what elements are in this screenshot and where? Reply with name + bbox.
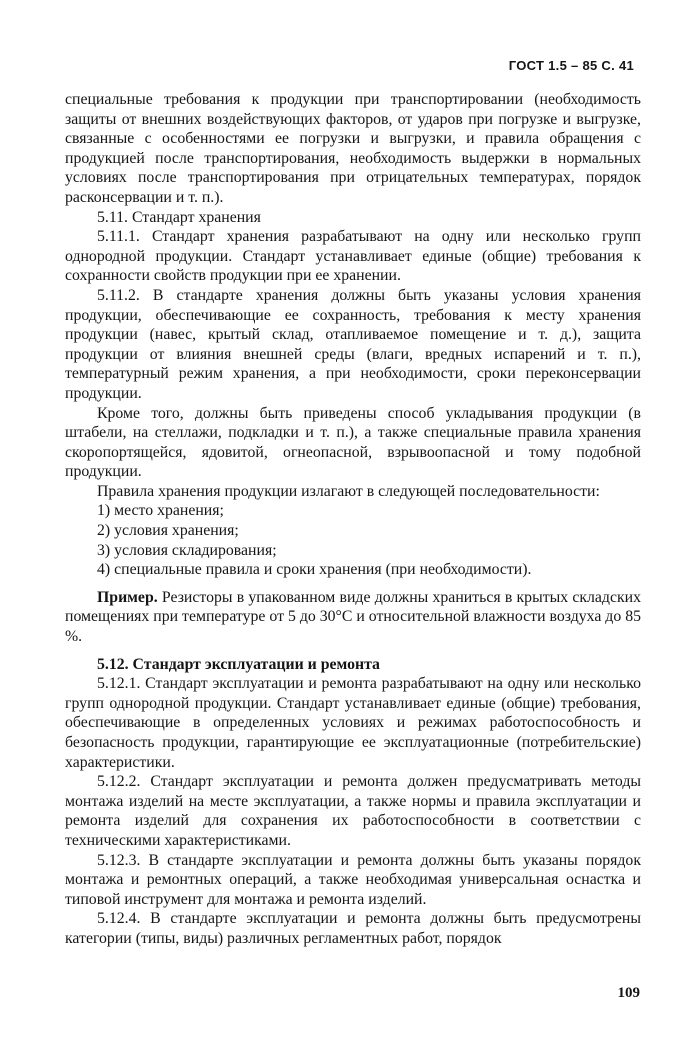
paragraph-transport-continuation: специальные требования к продукции при транспортировании (необходимость защиты от внешних воздействующих факторов, от ударов при погрузке и выгрузке, связанные с особенностями ее погрузки и выгрузки, и правила обращения с продукцией после транспортирования, необходимость выдержки в нормальных условиях после транспортирования при отрицательных температурах, порядок расконсервации и т. п.). (65, 91, 641, 206)
example-label: Пример. (97, 588, 158, 606)
paragraph-5-12-4: 5.12.4. В стандарте эксплуатации и ремонта должны быть предусмотрены категории (типы, виды) различных регламентных работ, порядок (65, 910, 641, 947)
paragraph-5-12-3: 5.12.3. В стандарте эксплуатации и ремонта должны быть указаны порядок монтажа и ремонтных операций, а также необходимая универсальная оснастка и типовой инструмент для монтажа и ремонта изделий. (65, 851, 641, 908)
list-item: 2) условия хранения; (97, 522, 239, 540)
example-text: Резисторы в упакованном виде должны храниться в крытых складских помещениях при температуре от 5 до 30°С и относительной влажности воздуха до 85 %. (65, 588, 641, 646)
paragraph-storage-order: Правила хранения продукции излагают в следующей последовательности: (97, 482, 600, 500)
document-body (65, 90, 641, 949)
example-paragraph (65, 588, 641, 647)
paragraph-5-11-2: 5.11.2. В стандарте хранения должны быть указаны условия хранения продукции, обеспечивающие ее сохранность, требования к месту хранения продукции (навес, крытый склад, отапливаемое помещение и т. д.), защита продукции от влияния внешней среды (влаги, вредных испарений и т. п.), температурный режим хранения, а при необходимости, сроки переконсервации продукции. (65, 286, 641, 402)
paragraph-storage-methods: Кроме того, должны быть приведены способ укладывания продукции (в штабели, на стеллажи, подкладки и т. п.), а также специальные правила хранения скоропортящейся, ядовитой, огнеопасной, взрывоопасной и тому подобной продукции. (65, 404, 641, 481)
paragraph-5-11-1: 5.11.1. Стандарт хранения разрабатывают на одну или несколько групп однородной продукции. Стандарт устанавливает единые (общие) требования к сохранности свойств продукции при ее хранении. (65, 228, 641, 285)
storage-rules-list (65, 501, 641, 579)
page-number: 109 (617, 985, 640, 1001)
section-heading-5-12: 5.12. Стандарт эксплуатации и ремонта (97, 655, 380, 673)
section-heading-5-11: 5.11. Стандарт хранения (97, 208, 261, 226)
paragraph-5-12-1: 5.12.1. Стандарт эксплуатации и ремонта разрабатывают на одну или несколько групп однородной продукции. Стандарт устанавливает единые (общие) требования, обеспечивающие в определенных условиях и режимах работоспособность и безопасность продукции, гарантирующие ее эксплуатационные (потребительские) характеристики. (65, 675, 641, 771)
paragraph-5-12-2: 5.12.2. Стандарт эксплуатации и ремонта должен предусматривать методы монтажа изделий на месте эксплуатации, а также нормы и правила эксплуатации и ремонта изделий для сохранения их работоспособности в соответствии с техническими характеристиками. (65, 773, 641, 849)
list-item: 1) место хранения; (97, 502, 224, 520)
list-item: 4) специальные правила и сроки хранения (при необходимости). (97, 561, 532, 579)
running-header: ГОСТ 1.5 – 85 С. 41 (508, 58, 634, 73)
list-item: 3) условия складирования; (97, 541, 277, 559)
